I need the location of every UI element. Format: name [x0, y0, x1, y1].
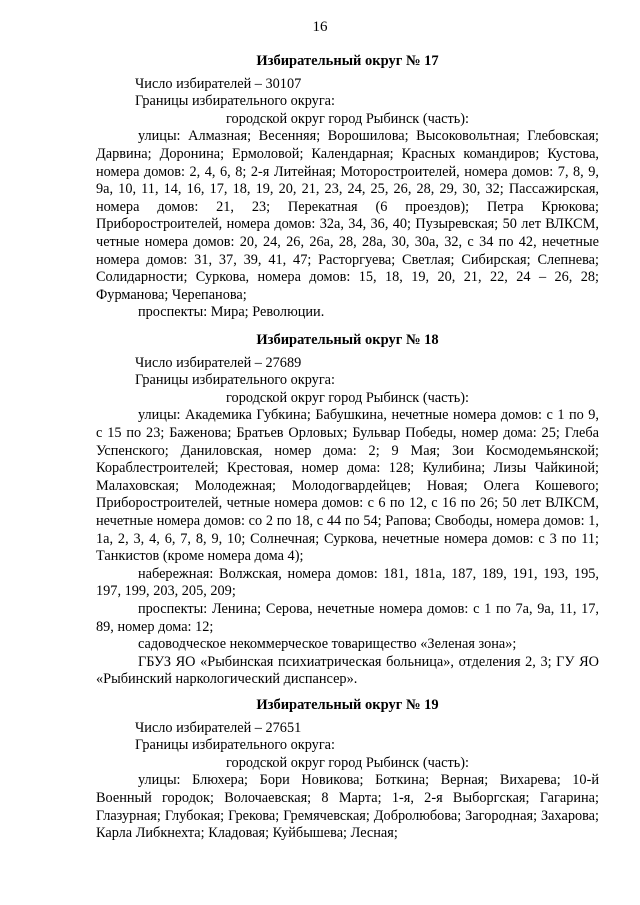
voters-count: Число избирателей – 30107	[135, 75, 302, 92]
streets-paragraph: улицы: Алмазная; Весенняя; Ворошилова; Высоковольтная; Глебовская; Дарвина; Доронина; Ермоловой; Календарная; Красных командиров; Кустова, номера домов: 2, 4, 6, 8; 2-я Литейная; Моторостроителей, номера домов: 7, 8, 9, 9а, 10, 11, 14, 16, 17, 18, 19, 20, 21, 23, 24, 25, 26, 28, 29, 30, 32; Пассажирская, номера домов: 21, 23; Перекатная (6 проездов); Петра Крюкова; Приборостроителей, номера домов: 32а, 34, 36, 40; Пузыревская; 50 лет ВЛКСМ, четные номера домов: 20, 24, 26, 26а, 28, 28а, 30, 30а, 32, с 34 по 42, нечетные номера домов: 31, 37, 39, 41, 47; Расторгуева; Светлая; Сибирская; Слепнева; Солидарности; Суркова, номера домов: 15, 18, 19, 20, 21, 22, 24 – 26, 28; Фурманова; Черепанова;	[96, 128, 599, 303]
area-label: городской округ город Рыбинск (часть):	[226, 110, 469, 127]
borders-label: Границы избирательного округа:	[135, 737, 336, 754]
voters-count: Число избирателей – 27689	[135, 354, 302, 371]
district-17-section	[96, 53, 599, 322]
institutions-paragraph: ГБУЗ ЯО «Рыбинская психиатрическая больница», отделения 2, 3; ГУ ЯО «Рыбинский наркологический диспансер».	[96, 653, 599, 688]
streets-paragraph: улицы: Академика Губкина; Бабушкина, нечетные номера домов: с 1 по 9, с 15 по 23; Баженова; Братьев Орловых; Бульвар Победы, номер дома: 25; Глеба Успенского; Даниловская, номер дома: 2; 9 Мая; Зои Космодемьянской; Кораблестроителей; Крестовая, номер дома: 128; Кулибина; Лизы Чайкиной; Малаховская; Молодежная; Молодогвардейцев; Новая; Олега Кошевого; Приборостроителей, четные номера домов: с 6 по 12, с 16 по 26; 50 лет ВЛКСМ, нечетные номера домов: со 2 по 18, с 44 по 54; Рапова; Свободы, номера домов: 1, 1а, 2, 3, 4, 6, 7, 8, 9, 10; Солнечная; Суркова, нечетные номера домов: с 3 по 11; Танкистов (кроме номера дома 4);	[96, 407, 599, 565]
voters-count: Число избирателей – 27651	[135, 719, 302, 736]
district-heading: Избирательный округ № 19	[256, 697, 439, 713]
garden-partnership-paragraph: садоводческое некоммерческое товарищество «Зеленая зона»;	[138, 636, 517, 653]
embankment-paragraph: набережная: Волжская, номера домов: 181, 181а, 187, 189, 191, 193, 195, 197, 199, 203, 205, 209;	[96, 565, 599, 600]
borders-label: Границы избирательного округа:	[135, 372, 336, 389]
page-number: 16	[312, 19, 328, 35]
borders-label: Границы избирательного округа:	[135, 93, 336, 110]
district-heading: Избирательный округ № 17	[256, 53, 439, 69]
area-label: городской округ город Рыбинск (часть):	[226, 389, 469, 406]
district-19-section	[96, 697, 599, 843]
avenues-paragraph: проспекты: Ленина; Серова, нечетные номера домов: с 1 по 7а, 9а, 11, 17, 89, номер дома: 12;	[96, 600, 599, 635]
avenues-paragraph: проспекты: Мира; Революции.	[138, 304, 325, 321]
district-heading: Избирательный округ № 18	[256, 332, 439, 348]
streets-paragraph: улицы: Блюхера; Бори Новикова; Боткина; Верная; Вихарева; 10-й Военный городок; Волочаевская; 8 Марта; 1-я, 2-я Выборгская; Гагарина; Глазурная; Глубокая; Грекова; Гремячевская; Добролюбова; Загородная; Захарова; Карла Либкнехта; Кладовая; Куйбышева; Лесная;	[96, 772, 599, 842]
district-18-section	[96, 332, 599, 689]
area-label: городской округ город Рыбинск (часть):	[226, 754, 469, 771]
